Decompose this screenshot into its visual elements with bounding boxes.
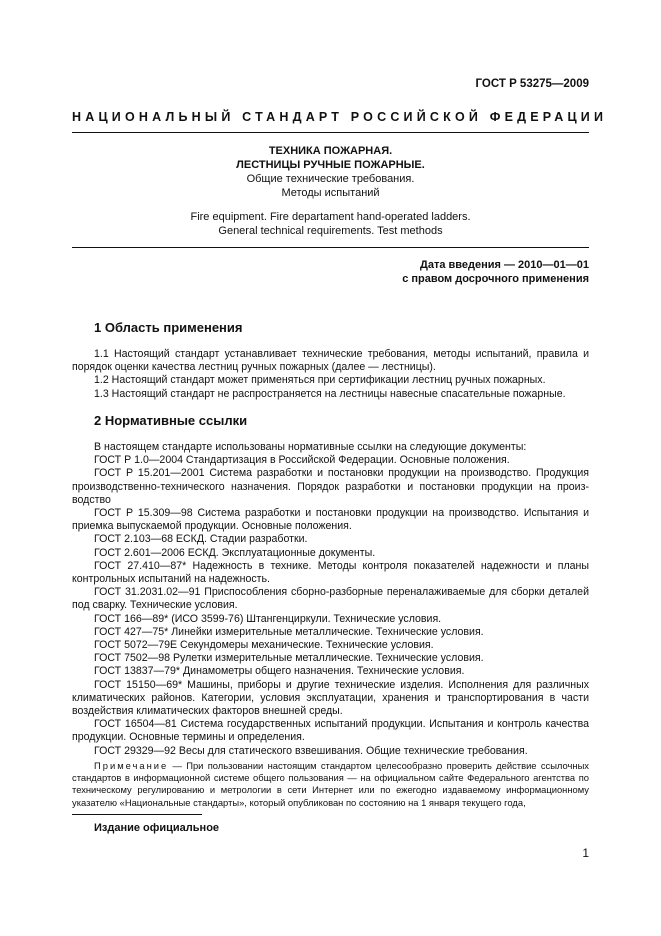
paragraph: 1.1 Настоящий стандарт устанавливает технические требования, методы испытаний, правила и порядок оценки качества лестниц ручных пожарных (далее — лестницы). xyxy=(72,348,589,374)
reference-item: ГОСТ Р 15.201—2001 Система разработки и постановки продукции на производство. Продукция производственно-технического назначения. Порядок разработки и постановки продукции на производство xyxy=(72,467,589,506)
note xyxy=(72,760,589,809)
introduction-date-line-2: с правом досрочного применения xyxy=(402,273,589,285)
reference-item: ГОСТ Р 15.309—98 Система разработки и постановки продукции на производство. Испытания и приемка выпускаемой продукции. Основные положения. xyxy=(72,507,589,533)
paragraph: 1.3 Настоящий стандарт не распространяется на лестницы навесные спасательные пожарные. xyxy=(94,387,566,400)
doc-number: ГОСТ Р 53275—2009 xyxy=(475,78,589,90)
introduction-date xyxy=(402,258,589,286)
national-standard-heading: НАЦИОНАЛЬНЫЙ СТАНДАРТ РОССИЙСКОЙ ФЕДЕРАЦИИ xyxy=(72,110,608,124)
reference-item: ГОСТ Р 1.0—2004 Стандартизация в Российской Федерации. Основные положения. xyxy=(94,454,510,467)
paragraph: В настоящем стандарте использованы нормативные ссылки на следующие документы: xyxy=(94,441,527,453)
title-line-2: ЛЕСТНИЦЫ РУЧНЫЕ ПОЖАРНЫЕ. xyxy=(236,159,425,171)
reference-item: ГОСТ 5072—79Е Секундомеры механические. Технические условия. xyxy=(94,639,434,652)
reference-item: ГОСТ 13837—79* Динамометры общего назначения. Технические условия. xyxy=(94,665,465,678)
title-block xyxy=(72,144,589,200)
english-title-block xyxy=(72,210,589,238)
title-rule xyxy=(72,247,589,248)
title-line-3: Общие технические требования. xyxy=(246,173,415,185)
reference-item: ГОСТ 16504—81 Система государственных испытаний продукции. Испытания и контроль качества продукции. Основные термины и определения. xyxy=(72,718,589,744)
reference-item: ГОСТ 427—75* Линейки измерительные металлические. Технические условия. xyxy=(94,625,484,638)
reference-item: ГОСТ 2.601—2006 ЕСКД. Эксплуатационные документы. xyxy=(94,546,376,559)
section-2-body xyxy=(72,441,589,758)
reference-item: ГОСТ 27.410—87* Надежность в технике. Методы контроля показателей надежности и планы контрольных испытаний на надежность. xyxy=(72,559,589,586)
section-1-body xyxy=(72,348,589,401)
header-rule xyxy=(72,132,589,133)
official-edition-label: Издание официальное xyxy=(94,822,220,834)
reference-item: ГОСТ 2.103—68 ЕСКД. Стадии разработки. xyxy=(94,533,308,546)
paragraph: 1.2 Настоящий стандарт может применяться при сертификации лестниц ручных пожарных. xyxy=(94,374,546,387)
note-label: Примечание xyxy=(94,760,169,771)
introduction-date-line-1: Дата введения — 2010—01—01 xyxy=(420,259,589,271)
reference-item: ГОСТ 166—89* (ИСО 3599-76) Штангенциркули. Технические условия. xyxy=(94,612,442,625)
reference-item: ГОСТ 7502—98 Рулетки измерительные металлические. Технические условия. xyxy=(94,652,484,665)
reference-item: ГОСТ 29329—92 Весы для статического взвешивания. Общие технические требования. xyxy=(94,744,528,757)
reference-item: ГОСТ 15150—69* Машины, приборы и другие технические изделия. Исполнения для различных климатических районов. Категории, условия эксплуатации, хранения и транспортирования в части воздействия климатических факторов внешней среды. xyxy=(72,678,589,718)
footnote-rule xyxy=(72,814,202,815)
title-line-1: ТЕХНИКА ПОЖАРНАЯ. xyxy=(268,145,393,157)
note-text: — При пользовании настоящим стандартом целесообразно проверить действие ссылочных стандартов в информационной системе общего пользования — на официальном сайте Федерального агентства по техническому регулированию и метрологии в сети Интернет или по ежегодно издаваемому информационному указателю «Национальные стандарты», который опубликован по состоянию на 1 января текущего года, xyxy=(72,760,589,808)
section-2-heading: 2 Нормативные ссылки xyxy=(94,413,248,428)
reference-item: ГОСТ 31.2031.02—91 Приспособления сборно-разборные переналаживаемые для сборки деталей под сварку. Технические условия. xyxy=(72,586,589,612)
english-title-line-1: Fire equipment. Fire departament hand-operated ladders. xyxy=(190,211,471,223)
english-title-line-2: General technical requirements. Test methods xyxy=(218,225,443,237)
section-1-heading: 1 Область применения xyxy=(94,320,243,335)
title-line-4: Методы испытаний xyxy=(281,187,380,199)
page-number: 1 xyxy=(582,846,589,860)
